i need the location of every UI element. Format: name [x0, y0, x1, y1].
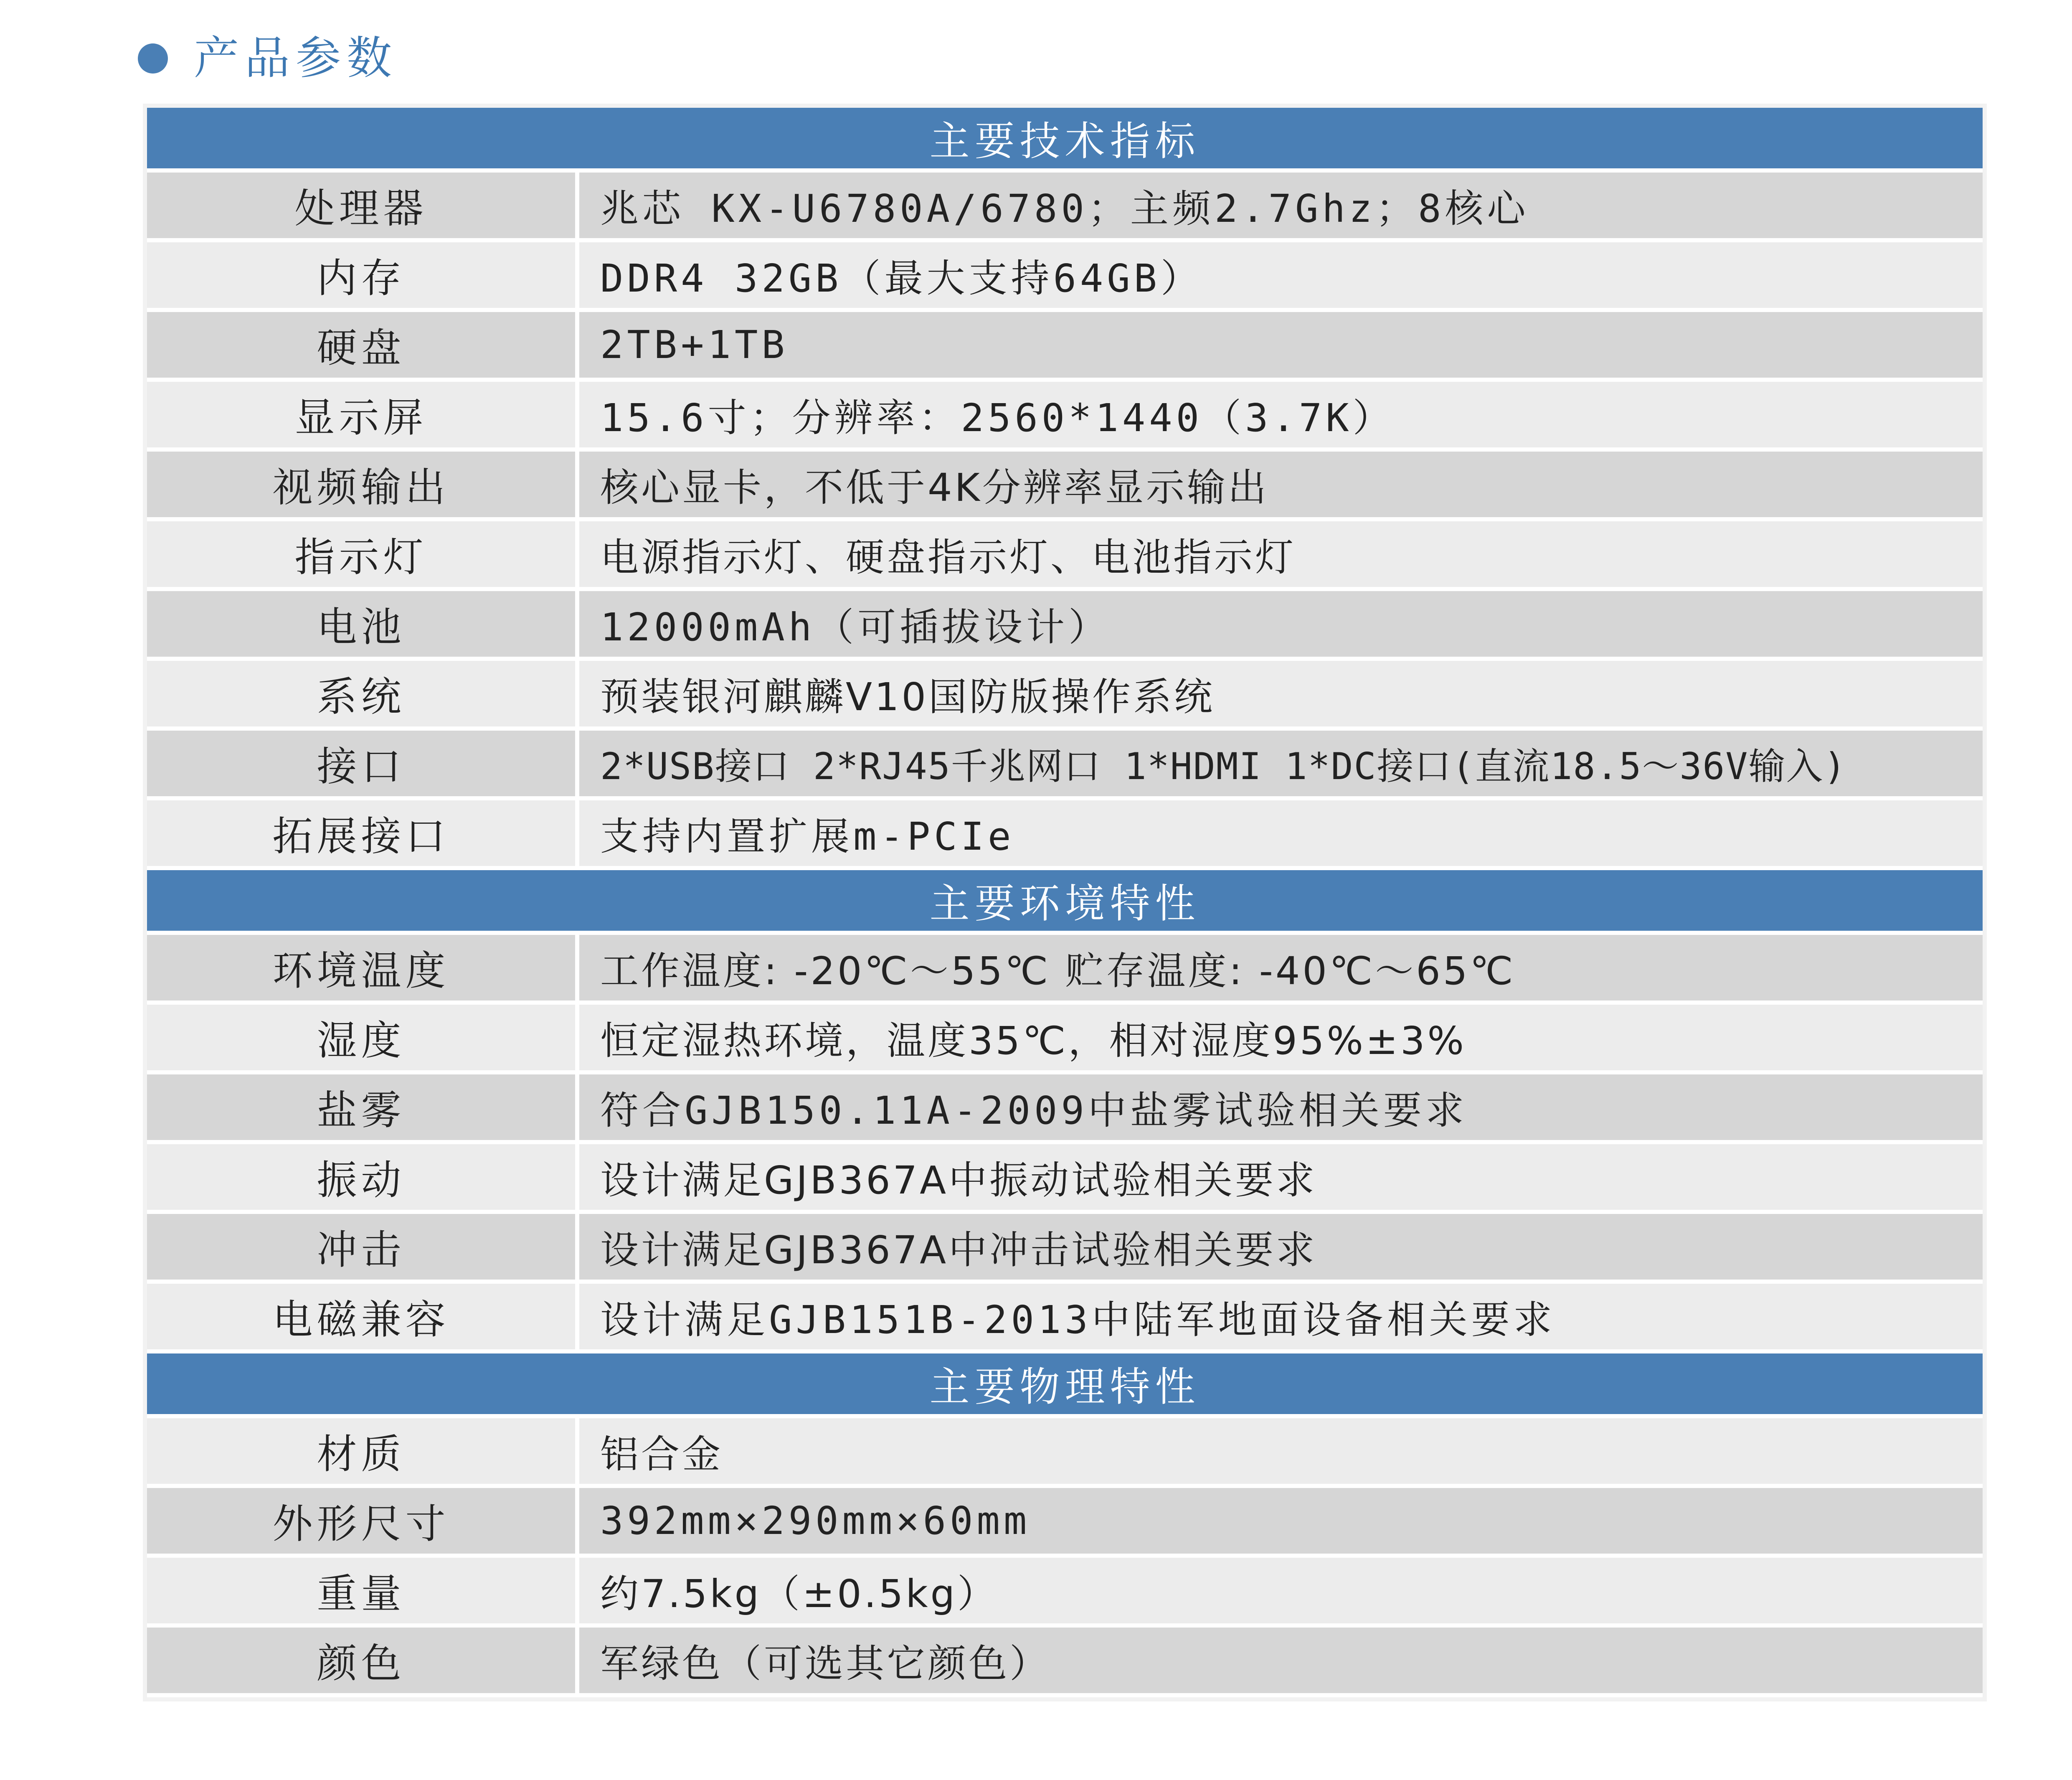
- section-heading: [138, 31, 398, 86]
- table-row: [147, 173, 1983, 242]
- row-value: 工作温度: -20℃～55℃ 贮存温度: -40℃～65℃: [579, 935, 1983, 1000]
- bullet-icon: [138, 43, 168, 74]
- table-row: [147, 1074, 1983, 1144]
- row-value: 电源指示灯、硬盘指示灯、电池指示灯: [579, 521, 1983, 587]
- row-value: 符合GJB150.11A-2009中盐雾试验相关要求: [579, 1074, 1983, 1140]
- row-label: 外形尺寸: [147, 1488, 579, 1554]
- row-value: 15.6寸；分辨率：2560*1440（3.7K）: [579, 382, 1983, 447]
- table-row: [147, 382, 1983, 452]
- table-row: [147, 242, 1983, 312]
- row-value: 设计满足GJB367A中冲击试验相关要求: [579, 1214, 1983, 1280]
- row-label: 拓展接口: [147, 800, 579, 866]
- row-label: 内存: [147, 242, 579, 308]
- section-title: 产品参数: [194, 32, 398, 84]
- row-value: 392mm×290mm×60mm: [579, 1488, 1983, 1554]
- row-label: 振动: [147, 1144, 579, 1210]
- table-row: [147, 1284, 1983, 1353]
- table-row: [147, 935, 1983, 1005]
- row-value: 12000mAh（可插拔设计）: [579, 591, 1983, 657]
- row-label: 材质: [147, 1418, 579, 1484]
- row-label: 接口: [147, 731, 579, 796]
- row-value: 2TB+1TB: [579, 312, 1983, 378]
- table-row: [147, 1005, 1983, 1074]
- table-row: [147, 312, 1983, 382]
- row-value: 设计满足GJB367A中振动试验相关要求: [579, 1144, 1983, 1210]
- table-row: [147, 452, 1983, 521]
- table-row: [147, 591, 1983, 661]
- row-value: 兆芯 KX-U6780A/6780；主频2.7Ghz；8核心: [579, 173, 1983, 238]
- table-row: [147, 1488, 1983, 1558]
- spec-table: [147, 108, 1983, 1697]
- row-label: 系统: [147, 661, 579, 726]
- table-row: [147, 661, 1983, 731]
- group-header-environment: 主要环境特性: [147, 870, 1983, 935]
- table-row: [147, 521, 1983, 591]
- row-label: 颜色: [147, 1628, 579, 1693]
- row-value: DDR4 32GB（最大支持64GB）: [579, 242, 1983, 308]
- row-label: 电池: [147, 591, 579, 657]
- row-value: 核心显卡，不低于4K分辨率显示输出: [579, 452, 1983, 517]
- row-value: 预装银河麒麟V10国防版操作系统: [579, 661, 1983, 726]
- row-label: 冲击: [147, 1214, 579, 1280]
- row-label: 处理器: [147, 173, 579, 238]
- row-value: 约7.5kg（±0.5kg）: [579, 1558, 1983, 1623]
- table-row: [147, 731, 1983, 800]
- table-row: [147, 1628, 1983, 1697]
- row-value: 支持内置扩展m-PCIe: [579, 800, 1983, 866]
- group-header-physical: 主要物理特性: [147, 1353, 1983, 1418]
- row-label: 重量: [147, 1558, 579, 1623]
- table-row: [147, 1558, 1983, 1628]
- row-label: 电磁兼容: [147, 1284, 579, 1349]
- row-value: 恒定湿热环境，温度35℃，相对湿度95%±3%: [579, 1005, 1983, 1070]
- row-label: 盐雾: [147, 1074, 579, 1140]
- table-row: [147, 1418, 1983, 1488]
- row-label: 显示屏: [147, 382, 579, 447]
- table-row: [147, 1144, 1983, 1214]
- table-row: [147, 1214, 1983, 1284]
- row-value: 军绿色（可选其它颜色）: [579, 1628, 1983, 1693]
- row-value: 设计满足GJB151B-2013中陆军地面设备相关要求: [579, 1284, 1983, 1349]
- row-label: 视频输出: [147, 452, 579, 517]
- row-label: 环境温度: [147, 935, 579, 1000]
- group-header-technical: 主要技术指标: [147, 108, 1983, 173]
- row-label: 硬盘: [147, 312, 579, 378]
- row-label: 湿度: [147, 1005, 579, 1070]
- row-label: 指示灯: [147, 521, 579, 587]
- table-row: [147, 800, 1983, 870]
- row-value: 铝合金: [579, 1418, 1983, 1484]
- row-value: 2*USB接口 2*RJ45千兆网口 1*HDMI 1*DC接口(直流18.5～36V输入): [579, 731, 1983, 796]
